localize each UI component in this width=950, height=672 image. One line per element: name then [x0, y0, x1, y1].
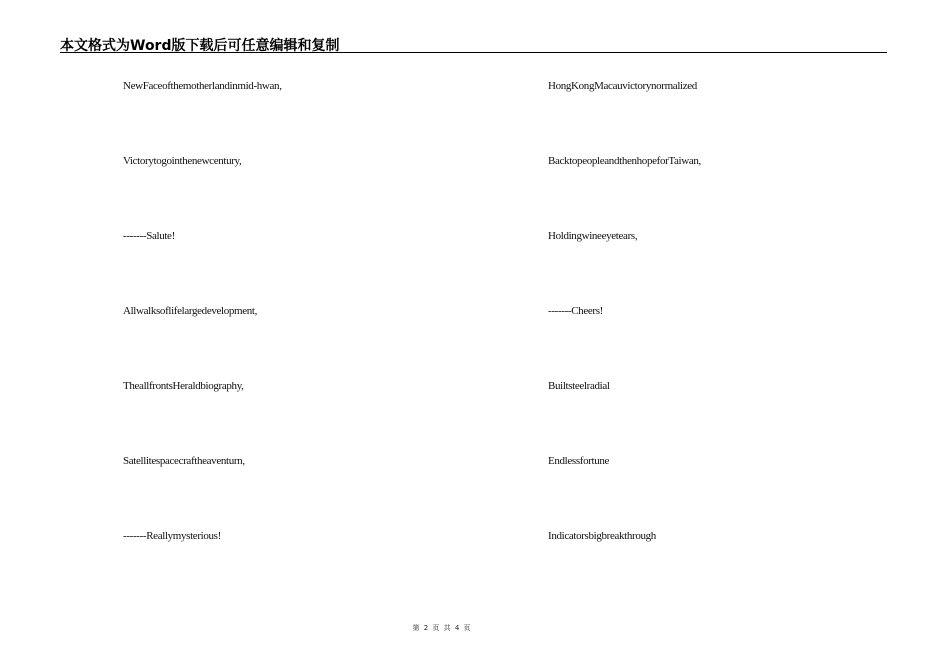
page-number-footer: 第 2 页 共 4 页: [412, 624, 472, 632]
poem-line: Allwalksoflifelargedevelopment,: [123, 305, 258, 317]
poem-line: Endlessfortune: [548, 455, 610, 467]
poem-line: -------Cheers!: [548, 305, 603, 317]
poem-line: Satellitespacecraftheaventurn,: [123, 455, 245, 467]
poem-line: BacktopeopleandthenhopeforTaiwan,: [548, 155, 701, 167]
poem-line: -------Reallymysterious!: [123, 530, 221, 542]
poem-line: TheallfrontsHeraldbiography,: [123, 380, 244, 392]
poem-line: Holdingwineeyetears,: [548, 230, 638, 242]
poem-line: Indicatorsbigbreakthrough: [548, 530, 656, 542]
poem-line: Builtsteelradial: [548, 380, 610, 392]
poem-line: -------Salute!: [123, 230, 175, 242]
poem-line: Victorytogointhenewcentury,: [123, 155, 242, 167]
document-header-title: 本文格式为Word版下载后可任意编辑和复制: [60, 38, 340, 54]
header-divider: [60, 52, 887, 53]
poem-line: HongKongMacauvictorynormalized: [548, 80, 697, 92]
poem-line: NewFaceofthemotherlandinmid-hwan,: [123, 80, 282, 92]
